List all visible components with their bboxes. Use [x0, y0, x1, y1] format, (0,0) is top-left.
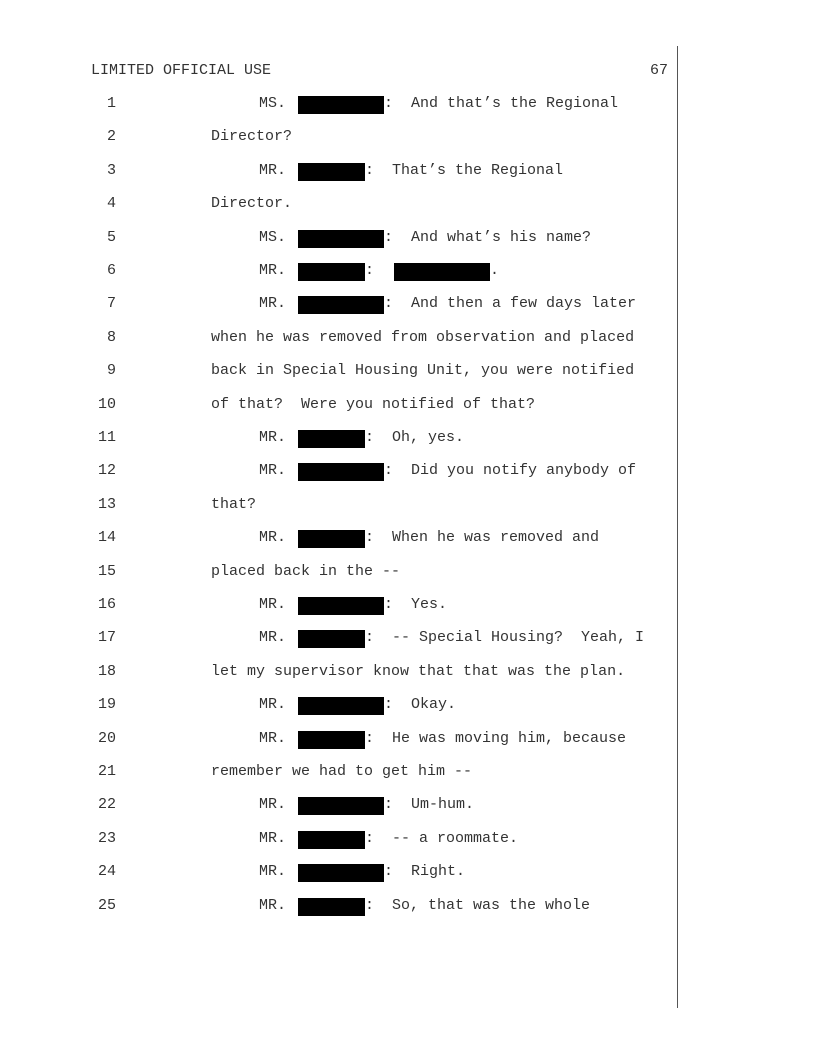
utterance-text: . — [490, 262, 500, 279]
speaker-title: MR. — [259, 729, 287, 747]
utterance-text: : Oh, yes. — [365, 429, 465, 446]
speaker-title: MR. — [259, 696, 287, 714]
line-number: 23 — [97, 829, 116, 847]
line-number: 16 — [97, 596, 116, 613]
redacted-name — [298, 697, 384, 715]
utterance-text: : Did you notify anybody of — [384, 462, 637, 480]
continuation-text: of that? Were you notified of that? — [211, 395, 536, 413]
line-number: 6 — [106, 262, 116, 279]
speaker-title: MR. — [259, 295, 287, 313]
speaker-title: MR. — [259, 161, 287, 179]
redacted-name — [298, 898, 365, 916]
line-number: 15 — [97, 562, 116, 580]
transcript-line — [0, 496, 680, 516]
speaker-title: MR. — [259, 863, 287, 881]
redacted-name — [298, 597, 384, 615]
line-number: 25 — [97, 896, 116, 914]
utterance-text: : And that’s the Regional — [384, 95, 619, 112]
line-number: 21 — [97, 763, 116, 780]
line-number: 1 — [106, 95, 116, 112]
utterance-text: : -- a roommate. — [365, 829, 519, 847]
redacted-name — [298, 163, 365, 181]
transcript-line — [0, 763, 680, 783]
transcript-line — [0, 362, 680, 382]
speaker-title: MR. — [259, 429, 287, 446]
classification-header: LIMITED OFFICIAL USE — [91, 62, 272, 79]
line-number: 22 — [97, 796, 116, 814]
redacted-name — [298, 230, 384, 248]
continuation-text: back in Special Housing Unit, you were notified — [211, 362, 635, 380]
redacted-name — [298, 797, 384, 815]
continuation-text: placed back in the -- — [211, 562, 401, 580]
redacted-name — [298, 263, 365, 281]
line-number: 12 — [97, 462, 116, 480]
transcript-line — [0, 529, 680, 549]
line-number: 20 — [97, 729, 116, 747]
speaker-title: MR. — [259, 262, 287, 279]
line-number: 7 — [106, 295, 116, 313]
line-number: 5 — [106, 228, 116, 246]
line-number: 4 — [106, 195, 116, 213]
transcript-line — [0, 128, 680, 148]
line-number: 9 — [106, 362, 116, 380]
continuation-text: that? — [211, 495, 257, 513]
continuation-text: let my supervisor know that that was the plan. — [211, 662, 626, 680]
redacted-name — [394, 263, 490, 281]
utterance-text: : Um-hum. — [384, 796, 475, 814]
utterance-text: : Okay. — [384, 696, 457, 714]
utterance-text: : So, that was the whole — [365, 896, 591, 914]
speaker-title: MR. — [259, 529, 287, 547]
continuation-text: Director? — [211, 128, 293, 146]
transcript-line — [0, 796, 680, 816]
line-number: 2 — [106, 128, 116, 146]
line-number: 8 — [106, 328, 116, 346]
utterance-text: : -- Special Housing? Yeah, I — [365, 629, 645, 647]
redacted-name — [298, 296, 384, 314]
utterance-text: : When he was removed and — [365, 529, 600, 547]
redacted-name — [298, 864, 384, 882]
line-number: 11 — [97, 429, 116, 446]
line-number: 10 — [97, 395, 116, 413]
line-number: 3 — [106, 161, 116, 179]
transcript-line — [0, 429, 680, 449]
redacted-name — [298, 430, 365, 448]
continuation-text: when he was removed from observation and placed — [211, 328, 635, 346]
page-number: 67 — [649, 62, 668, 79]
line-number: 24 — [97, 863, 116, 881]
transcript-line — [0, 295, 680, 315]
speaker-title: MR. — [259, 829, 287, 847]
transcript-line — [0, 730, 680, 750]
transcript-line — [0, 329, 680, 349]
line-number: 19 — [97, 696, 116, 714]
redacted-name — [298, 831, 365, 849]
line-number: 18 — [97, 662, 116, 680]
utterance-text: : He was moving him, because — [365, 729, 627, 747]
transcript-line — [0, 563, 680, 583]
speaker-title: MS. — [259, 228, 287, 246]
speaker-title: MR. — [259, 796, 287, 814]
redacted-name — [298, 463, 384, 481]
transcript-line — [0, 596, 680, 616]
transcript-line — [0, 462, 680, 482]
transcript-line — [0, 863, 680, 883]
utterance-text: : Right. — [384, 863, 466, 881]
utterance-text: : And then a few days later — [384, 295, 637, 313]
utterance-text: : — [365, 262, 375, 279]
transcript-line — [0, 663, 680, 683]
line-number: 13 — [97, 495, 116, 513]
redacted-name — [298, 731, 365, 749]
transcript-line — [0, 162, 680, 182]
utterance-text: : And what’s his name? — [384, 228, 592, 246]
continuation-text: Director. — [211, 195, 293, 213]
speaker-title: MR. — [259, 596, 287, 613]
redacted-name — [298, 96, 384, 114]
transcript-line — [0, 396, 680, 416]
transcript-line — [0, 195, 680, 215]
continuation-text: remember we had to get him -- — [211, 763, 473, 780]
speaker-title: MS. — [259, 95, 287, 112]
transcript-line — [0, 229, 680, 249]
transcript-line — [0, 897, 680, 917]
speaker-title: MR. — [259, 896, 287, 914]
redacted-name — [298, 630, 365, 648]
transcript-line — [0, 696, 680, 716]
transcript-line — [0, 830, 680, 850]
line-number: 17 — [97, 629, 116, 647]
speaker-title: MR. — [259, 629, 287, 647]
transcript-line — [0, 95, 680, 115]
utterance-text: : That’s the Regional — [365, 161, 564, 179]
line-number: 14 — [97, 529, 116, 547]
speaker-title: MR. — [259, 462, 287, 480]
redacted-name — [298, 530, 365, 548]
transcript-line — [0, 262, 680, 282]
utterance-text: : Yes. — [384, 596, 448, 613]
transcript-line — [0, 629, 680, 649]
